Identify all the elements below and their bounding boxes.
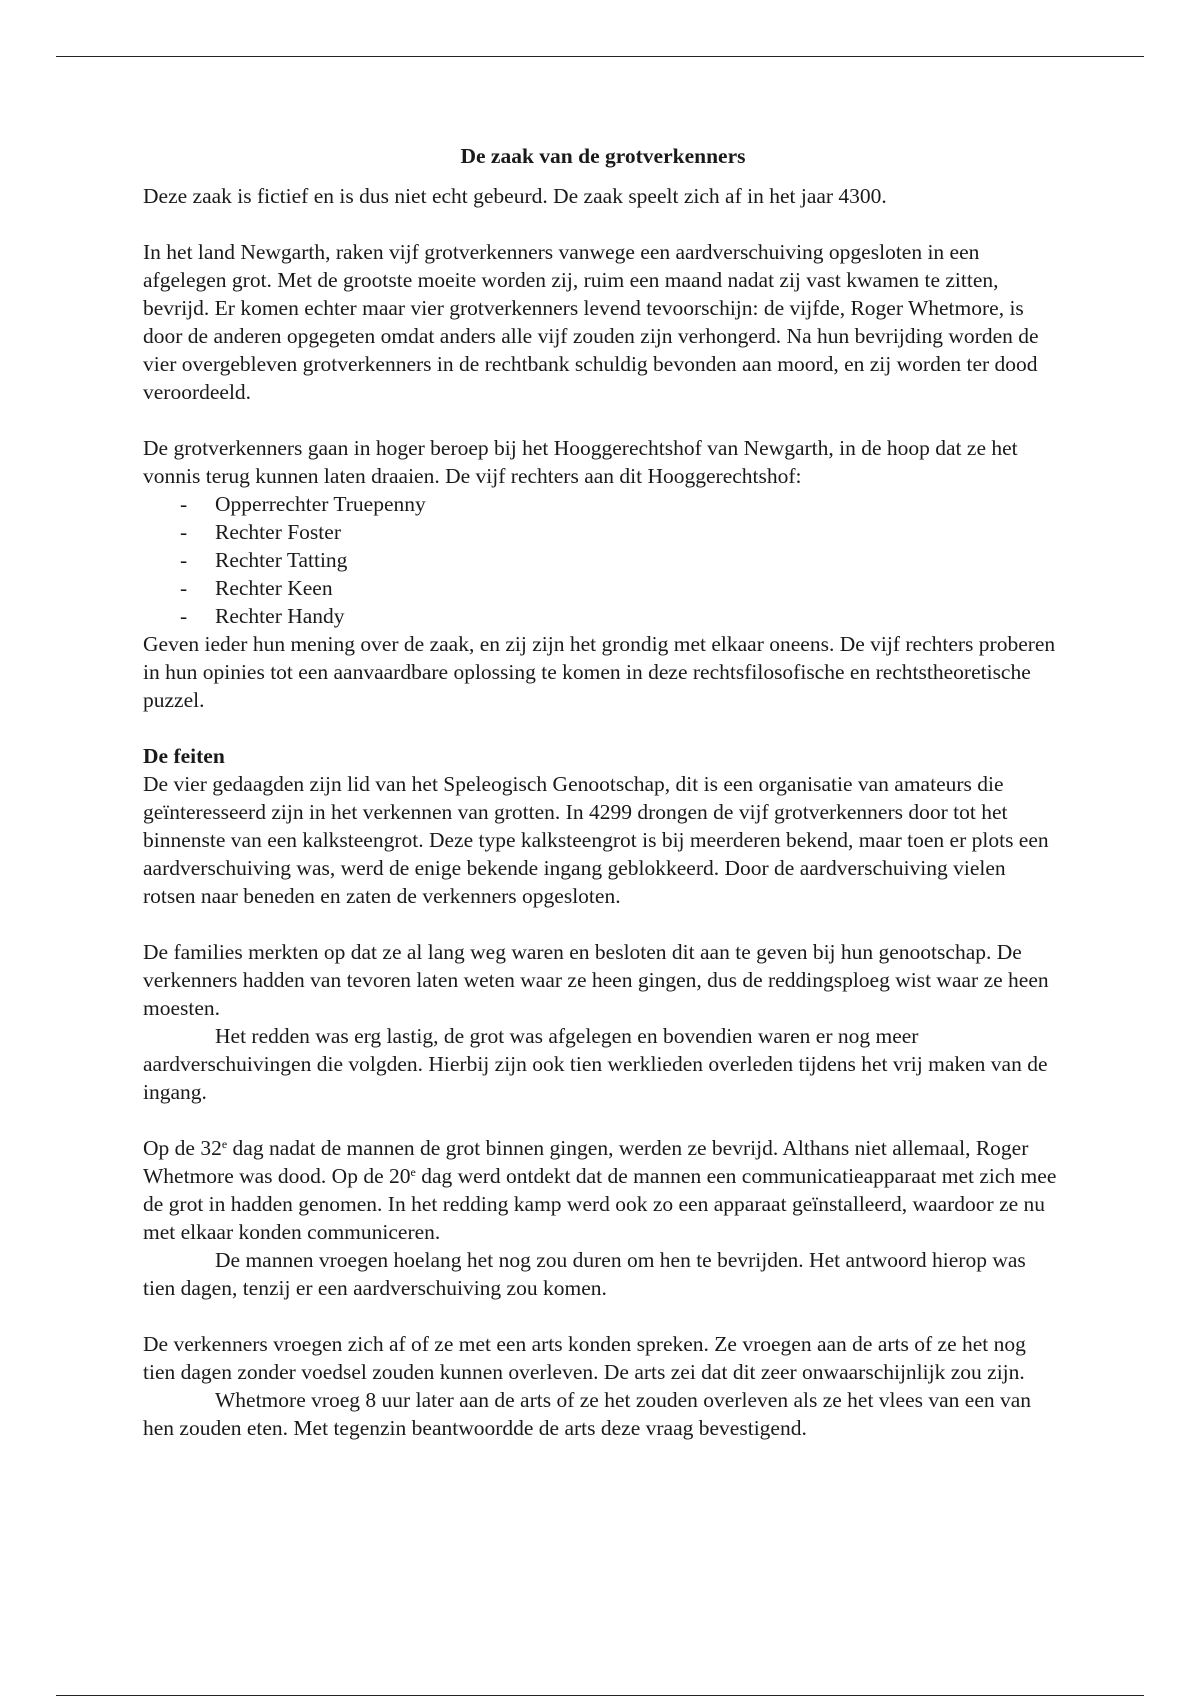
text-run: Op de 32: [143, 1136, 222, 1160]
footer-rule: [56, 1695, 1144, 1696]
appeal-paragraph: De grotverkenners gaan in hoger beroep bij het Hooggerechtshof van Newgarth, in de hoop dat ze het vonnis terug kunnen laten draaien. De vijf rechters aan dit Hooggerechtshof:: [143, 436, 1018, 488]
list-item: [143, 602, 1063, 630]
judge-name: Opperrechter Truepenny: [215, 492, 426, 516]
facts-paragraph-2: De families merkten op dat ze al lang weg waren en besloten dit aan te geven bij hun genootschap. De verkenners hadden van tevoren laten weten waar ze heen gingen, dus de reddingsploeg wist waar ze heen moesten.: [143, 940, 1049, 1020]
bullet-dash: -: [180, 520, 188, 544]
judge-name: Rechter Keen: [215, 576, 333, 600]
judge-name: Rechter Handy: [215, 604, 345, 628]
text-run: dag werd ontdekt dat de mannen een communicatieapparaat met zich mee de grot in hadden genomen. In het redding kamp werd ook zo een apparaat geïnstalleerd, waardoor ze nu met elkaar konden communiceren.: [143, 1164, 1057, 1244]
list-item: [143, 574, 1063, 602]
bullet-dash: -: [180, 492, 188, 516]
text-run: dag nadat de mannen de grot binnen gingen, werden ze bevrijd. Althans niet allemaal, Roger Whetmore was dood. Op de 20: [143, 1136, 1029, 1188]
list-item: [143, 518, 1063, 546]
facts-paragraph-5: De mannen vroegen hoelang het nog zou duren om hen te bevrijden. Het antwoord hierop was tien dagen, tenzij er een aardverschuiving zou komen.: [143, 1248, 1026, 1300]
list-item: [143, 546, 1063, 574]
bullet-dash: -: [180, 548, 188, 572]
intro-paragraph: Deze zaak is fictief en is dus niet echt gebeurd. De zaak speelt zich af in het jaar 4300.: [143, 184, 887, 208]
ordinal-suffix: e: [221, 1137, 228, 1151]
header-rule: [56, 56, 1144, 57]
facts-paragraph-3: Het redden was erg lastig, de grot was afgelegen en bovendien waren er nog meer aardverschuivingen die volgden. Hierbij zijn ook tien werklieden overleden tijdens het vrij maken van de ingang.: [143, 1024, 1048, 1104]
facts-paragraph-6: De verkenners vroegen zich af of ze met een arts konden spreken. Ze vroegen aan de arts of ze het nog tien dagen zonder voedsel zouden kunnen overleven. De arts zei dat dit zeer onwaarschijnlijk zou zijn.: [143, 1332, 1026, 1384]
opinions-paragraph: Geven ieder hun mening over de zaak, en zij zijn het grondig met elkaar oneens. De vijf rechters proberen in hun opinies tot een aanvaardbare oplossing te komen in deze rechtsfilosofische en rechtstheoretische puzzel.: [143, 632, 1056, 712]
ordinal-suffix: e: [410, 1165, 416, 1179]
judge-name: Rechter Foster: [215, 520, 341, 544]
judge-name: Rechter Tatting: [215, 548, 348, 572]
facts-paragraph-7: Whetmore vroeg 8 uur later aan de arts of ze het zouden overleven als ze het vlees van een van hen zouden eten. Met tegenzin beantwoordde de arts deze vraag bevestigend.: [143, 1388, 1032, 1440]
section-heading-facts: De feiten: [143, 744, 225, 768]
bullet-dash: -: [180, 604, 188, 628]
bullet-dash: -: [180, 576, 188, 600]
facts-paragraph-4: [143, 1134, 1063, 1246]
list-item: [143, 490, 1063, 518]
summary-paragraph: In het land Newgarth, raken vijf grotverkenners vanwege een aardverschuiving opgesloten in een afgelegen grot. Met de grootste moeite worden zij, ruim een maand nadat zij vast kwamen te zitten, bevrijd. Er komen echter maar vier grotverkenners levend tevoorschijn: de vijfde, Roger Whetmore, is door de anderen opgegeten omdat anders alle vijf zouden zijn verhongerd. Na hun bevrijding worden de vier overgebleven grotverkenners in de rechtbank schuldig bevonden aan moord, en zij worden ter dood veroordeeld.: [143, 240, 1039, 404]
judges-list: [143, 490, 1063, 630]
document-title: De zaak van de grotverkenners: [460, 144, 746, 168]
document-body: [143, 142, 1063, 1442]
facts-paragraph-1: De vier gedaagden zijn lid van het Speleogisch Genootschap, dit is een organisatie van amateurs die geïnteresseerd zijn in het verkennen van grotten. In 4299 drongen de vijf grotverkenners door tot het binnenste van een kalksteengrot. Deze type kalksteengrot is bij meerderen bekend, maar toen er plots een aardverschuiving was, werd de enige bekende ingang geblokkeerd. Door de aardverschuiving vielen rotsen naar beneden en zaten de verkenners opgesloten.: [143, 772, 1049, 908]
